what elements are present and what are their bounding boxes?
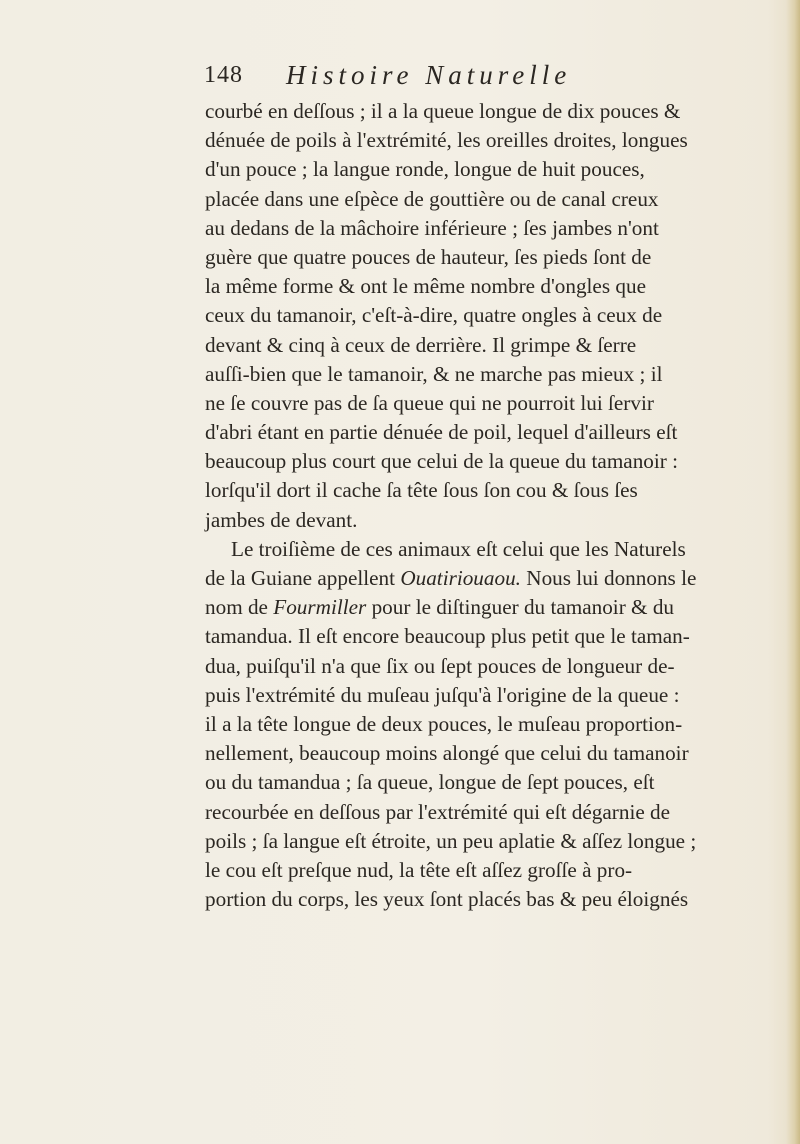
text-line: au dedans de la mâchoire inférieure ; ſes jambes n'ont (205, 215, 659, 240)
text-line: Le troiſième de ces animaux eſt celui que les Naturels (231, 536, 686, 561)
page-number: 148 (204, 62, 243, 88)
text-line: puis l'extrémité du muſeau juſqu'à l'origine de la queue : (205, 682, 680, 707)
text-line: dénuée de poils à l'extrémité, les oreilles droites, longues (205, 128, 688, 153)
page-header (204, 62, 624, 96)
text-line: lorſqu'il dort il cache ſa tête ſous ſon cou & ſous ſes (205, 478, 638, 503)
text-run: de la Guiane appellent (205, 566, 401, 590)
text-line: il a la tête longue de deux pouces, le muſeau proportion- (205, 711, 683, 736)
text-line: ne ſe couvre pas de ſa queue qui ne pourroit lui ſervir (205, 390, 654, 415)
text-line: courbé en deſſous ; il a la queue longue de dix pouces & (205, 99, 681, 123)
text-run: nom de (205, 595, 274, 620)
text-line: la même forme & ont le même nombre d'ongles que (205, 274, 646, 299)
text-run: pour le diſtinguer du tamanoir & du (366, 595, 675, 620)
text-line (205, 564, 697, 593)
native-name-italic: Ouatiriouaou. (400, 566, 521, 590)
running-title: Histoire Naturelle (286, 60, 572, 90)
text-line: recourbée en deſſous par l'extrémité qui eſt dégarnie de (205, 799, 671, 824)
species-name-italic: Fourmiller (273, 595, 367, 620)
text-line: ceux du tamanoir, c'eſt-à-dire, quatre ongles à ceux de (205, 303, 663, 328)
text-line: portion du corps, les yeux ſont placés bas & peu éloignés (205, 887, 689, 912)
text-line: d'abri étant en partie dénuée de poil, lequel d'ailleurs eſt (205, 420, 678, 445)
text-line: poils ; ſa langue eſt étroite, un peu aplatie & aſſez longue ; (205, 828, 697, 853)
text-line: nellement, beaucoup moins alongé que celui du tamanoir (205, 741, 689, 766)
body-text (205, 97, 697, 914)
text-line: guère que quatre pouces de hauteur, ſes pieds ſont de (205, 244, 652, 269)
text-line (205, 593, 675, 622)
text-line: tamandua. Il eſt encore beaucoup plus petit que le taman- (205, 624, 690, 649)
text-line: jambes de devant. (205, 507, 358, 532)
text-line: beaucoup plus court que celui de la queue du tamanoir : (205, 449, 679, 474)
text-line: le cou eſt preſque nud, la tête eſt aſſez groſſe à pro- (205, 857, 633, 882)
text-line: ou du tamandua ; ſa queue, longue de ſept pouces, eſt (205, 770, 655, 795)
text-line: placée dans une eſpèce de gouttière ou de canal creux (205, 186, 659, 211)
text-line: auſſi-bien que le tamanoir, & ne marche pas mieux ; il (205, 361, 663, 386)
page-edge-stain (786, 0, 800, 1144)
text-run: Nous lui donnons le (520, 566, 697, 590)
text-line: devant & cinq à ceux de derrière. Il grimpe & ſerre (205, 332, 637, 357)
text-line: d'un pouce ; la langue ronde, longue de huit pouces, (205, 157, 645, 182)
text-line: dua, puiſqu'il n'a que ſix ou ſept pouces de longueur de- (205, 653, 675, 678)
